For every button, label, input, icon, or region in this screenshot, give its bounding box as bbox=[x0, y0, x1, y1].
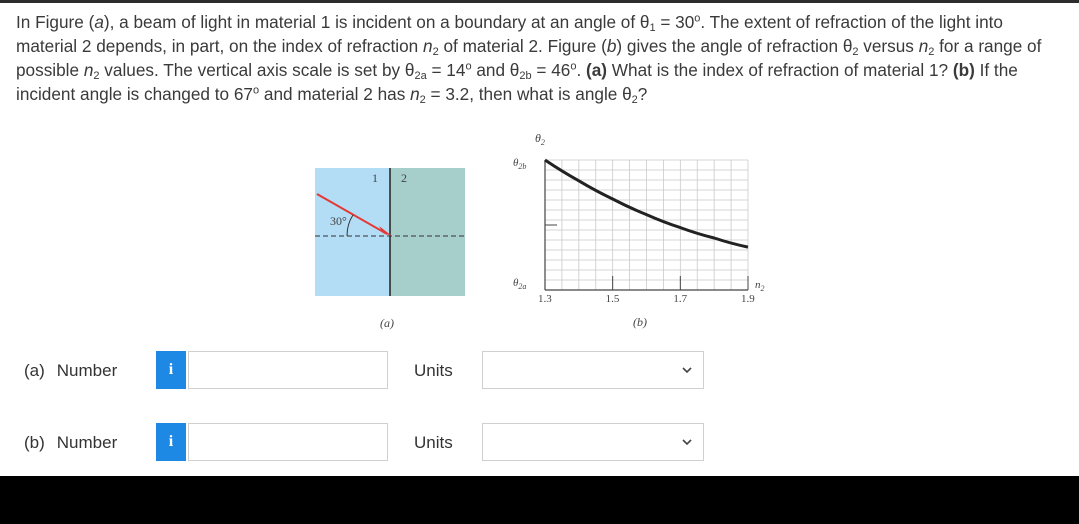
units-select-b[interactable] bbox=[482, 423, 704, 461]
number-input-a[interactable] bbox=[188, 351, 388, 389]
chevron-down-icon bbox=[681, 436, 693, 448]
figure-a-caption: (a) bbox=[380, 316, 394, 330]
x-axis-label: $n_2$ bbox=[755, 279, 765, 293]
y-axis-label: $\theta_2$ bbox=[535, 131, 545, 147]
y-top-label: $\theta_{2b}$ bbox=[513, 157, 527, 171]
angle-label: 30° bbox=[330, 214, 347, 228]
figure-a bbox=[313, 160, 473, 335]
chevron-down-icon bbox=[681, 364, 693, 376]
question-text: In Figure (a), a beam of light in material 1 is incident on a boundary at an angle of $\theta_1 = 30^o$. The extent of refraction of the light into material 2 depends, in part, on the index of refraction $n_2$ of material 2. Figure (b) gives the angle of refraction $\theta_2$ versus $n_2$ for a range of possible $n_2$ values. The vertical axis scale is set by $\theta_{2a} = 14^o$ and $\theta_{2b} = 46^o$. (a) What is the index of refraction of material 1? (b) If the incident angle is changed to 67$^o$ and material 2 has $n_2 = 3.2$, then what is angle $\theta_2$? bbox=[16, 12, 1042, 106]
info-button-b[interactable]: i bbox=[156, 423, 186, 461]
answer-label-b: (b) Number bbox=[24, 433, 118, 452]
units-label-b: Units bbox=[414, 433, 453, 452]
y-bottom-label: $\theta_{2a}$ bbox=[513, 277, 527, 291]
material-1-label: 1 bbox=[372, 171, 378, 185]
answer-row-b bbox=[0, 423, 1079, 463]
info-button-a[interactable]: i bbox=[156, 351, 186, 389]
answer-label-a: (a) Number bbox=[24, 361, 118, 380]
top-rule bbox=[0, 0, 1079, 3]
material-2-region bbox=[390, 168, 465, 296]
x-tick-label: 1.5 bbox=[605, 293, 620, 305]
figure-b-caption: (b) bbox=[633, 315, 647, 329]
material-2-label: 2 bbox=[401, 171, 407, 185]
x-tick-label: 1.9 bbox=[741, 293, 755, 305]
units-label-a: Units bbox=[414, 361, 453, 380]
answer-row-a bbox=[0, 351, 1079, 391]
material-1-region bbox=[315, 168, 390, 296]
x-tick-label: 1.3 bbox=[538, 293, 552, 305]
figure-b bbox=[505, 128, 785, 333]
bottom-bar bbox=[0, 476, 1079, 524]
number-input-b[interactable] bbox=[188, 423, 388, 461]
units-select-a[interactable] bbox=[482, 351, 704, 389]
x-tick-label: 1.7 bbox=[673, 293, 688, 305]
